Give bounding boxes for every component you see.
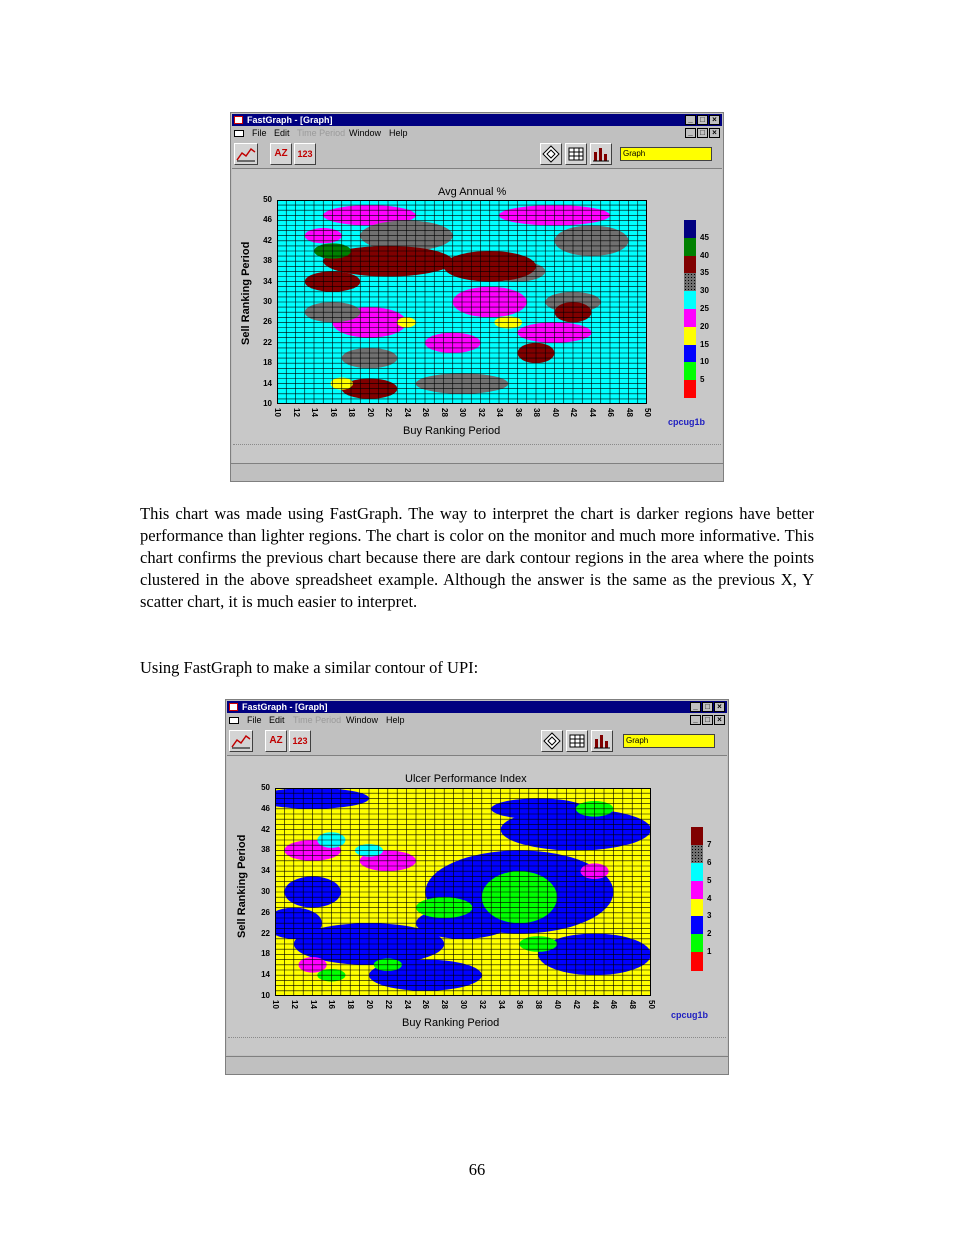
legend-swatch <box>691 863 703 881</box>
menu-time-period[interactable]: Time Period <box>293 715 342 725</box>
legend-swatch <box>691 952 703 970</box>
contour-plot <box>277 200 647 404</box>
chart-title: Ulcer Performance Index <box>405 773 527 785</box>
x-tick-label: 32 <box>477 1000 487 1009</box>
y-tick-label: 50 <box>263 195 272 204</box>
sort-az-button[interactable]: AZ <box>270 143 292 165</box>
legend-level-label: 40 <box>700 250 709 260</box>
y-tick-label: 18 <box>263 358 272 368</box>
y-tick-label: 42 <box>261 824 270 834</box>
legend-swatch <box>691 881 703 899</box>
app-icon <box>234 116 243 124</box>
x-tick-label: 14 <box>310 408 319 417</box>
legend-level-label: 45 <box>700 232 709 242</box>
y-axis-label: Sell Ranking Period <box>240 241 252 345</box>
y-tick-label: 34 <box>263 276 272 286</box>
x-tick-label: 34 <box>495 408 504 417</box>
y-tick-label: 14 <box>263 378 272 388</box>
x-tick-label: 42 <box>571 1000 581 1009</box>
minimize-icon[interactable]: _ <box>685 115 696 125</box>
x-tick-label: 40 <box>550 408 560 417</box>
title-bar <box>227 701 727 713</box>
fastgraph-window-2 <box>225 699 729 1075</box>
y-tick-label: 46 <box>263 215 272 225</box>
x-tick-label: 26 <box>421 1000 431 1009</box>
line-chart-button[interactable] <box>229 730 253 752</box>
child-restore-icon[interactable]: □ <box>697 128 708 138</box>
y-tick-label: 30 <box>263 297 272 306</box>
table-button[interactable] <box>566 730 588 752</box>
menu-bar <box>227 714 727 727</box>
x-tick-label: 20 <box>365 1000 374 1009</box>
x-tick-label: 28 <box>439 408 449 417</box>
y-tick-label: 30 <box>261 887 270 896</box>
x-tick-label: 42 <box>569 408 578 417</box>
legend-level-label: 10 <box>700 357 709 367</box>
legend-level-label: 5 <box>700 375 705 385</box>
document-icon[interactable] <box>234 130 244 137</box>
sort-number-button[interactable]: 123 <box>289 730 311 752</box>
color-legend <box>684 220 696 398</box>
chart-area <box>227 756 727 1055</box>
y-tick-label: 22 <box>263 337 272 347</box>
x-tick-label: 20 <box>365 408 375 417</box>
status-bar <box>231 463 723 481</box>
x-tick-label: 38 <box>532 408 541 417</box>
y-tick-label: 26 <box>261 907 270 917</box>
toolbar <box>232 140 722 169</box>
x-tick-label: 16 <box>327 1000 337 1009</box>
graph-name-field[interactable]: Graph <box>623 734 715 748</box>
legend-swatch <box>691 899 703 917</box>
x-tick-label: 22 <box>383 1000 393 1009</box>
bar-chart-button[interactable] <box>590 143 612 165</box>
contour-svg <box>275 788 651 996</box>
child-minimize-icon[interactable]: _ <box>690 715 701 725</box>
restore-icon[interactable]: □ <box>697 115 708 125</box>
legend-swatch <box>684 220 696 238</box>
x-tick-label: 16 <box>328 408 338 417</box>
x-tick-label: 18 <box>346 1000 356 1009</box>
x-axis-label: Buy Ranking Period <box>403 425 501 437</box>
y-tick-label: 38 <box>263 256 272 266</box>
app-icon <box>229 703 238 711</box>
divider <box>228 1037 726 1038</box>
legend-level-label: 3 <box>707 911 712 921</box>
sort-az-button[interactable]: AZ <box>265 730 287 752</box>
legend-swatch <box>684 238 696 256</box>
legend-level-label: 15 <box>700 339 709 349</box>
child-minimize-icon[interactable]: _ <box>685 128 696 138</box>
legend-swatch <box>684 380 696 398</box>
menu-file[interactable]: File <box>247 715 262 725</box>
menu-bar <box>232 127 722 140</box>
y-tick-label: 42 <box>263 235 272 245</box>
child-close-icon[interactable]: × <box>709 128 720 138</box>
legend-swatch <box>684 327 696 345</box>
minimize-icon[interactable]: _ <box>690 702 701 712</box>
legend-level-label: 2 <box>707 929 712 939</box>
y-axis-label: Sell Ranking Period <box>236 834 248 938</box>
legend-swatch <box>684 345 696 363</box>
legend-swatch <box>691 916 703 934</box>
close-icon[interactable]: × <box>709 115 720 125</box>
title-bar <box>232 114 722 126</box>
menu-time-period[interactable]: Time Period <box>297 128 346 138</box>
toolbar <box>227 727 727 756</box>
legend-swatch <box>691 934 703 952</box>
x-tick-label: 40 <box>553 1000 562 1009</box>
chart-area <box>232 169 722 466</box>
x-tick-label: 24 <box>402 1000 412 1009</box>
x-tick-label: 28 <box>440 1000 450 1009</box>
paragraph-2: Using FastGraph to make a similar contour of UPI: <box>140 658 479 677</box>
y-tick-label: 22 <box>261 928 270 938</box>
x-tick-label: 48 <box>628 1000 638 1009</box>
x-tick-label: 36 <box>515 1000 525 1009</box>
legend-swatch <box>684 309 696 327</box>
x-tick-label: 26 <box>421 408 430 417</box>
color-legend <box>691 827 703 970</box>
y-tick-label: 34 <box>261 866 270 876</box>
legend-level-label: 5 <box>707 875 712 885</box>
fastgraph-window-1 <box>230 112 724 482</box>
legend-swatch <box>691 827 703 845</box>
close-icon[interactable]: × <box>714 702 725 712</box>
legend-swatch <box>684 362 696 380</box>
child-restore-icon[interactable]: □ <box>702 715 713 725</box>
line-chart-button[interactable] <box>234 143 258 165</box>
sort-number-button[interactable]: 123 <box>294 143 316 165</box>
x-tick-label: 50 <box>647 1000 656 1009</box>
x-tick-label: 46 <box>606 408 615 417</box>
x-tick-label: 48 <box>624 408 634 417</box>
menu-edit[interactable]: Edit <box>274 128 290 138</box>
menu-help[interactable]: Help <box>389 128 408 138</box>
x-tick-label: 50 <box>643 408 652 417</box>
y-tick-label: 10 <box>261 991 270 1000</box>
chart-signature: cpcug1b <box>671 1010 709 1020</box>
x-tick-label: 12 <box>289 1000 299 1009</box>
divider <box>233 444 721 445</box>
legend-level-label: 35 <box>700 268 709 278</box>
contour-plot <box>275 788 651 996</box>
x-tick-label: 46 <box>609 1000 619 1009</box>
contour-button[interactable] <box>540 143 562 165</box>
y-tick-label: 14 <box>261 970 270 980</box>
y-tick-label: 26 <box>263 317 272 327</box>
menu-window[interactable]: Window <box>346 715 379 725</box>
legend-level-label: 25 <box>700 304 709 313</box>
x-tick-label: 44 <box>590 1000 600 1009</box>
page-number: 66 <box>468 1160 486 1179</box>
x-tick-label: 38 <box>534 1000 544 1009</box>
x-tick-label: 36 <box>513 408 523 417</box>
legend-level-label: 20 <box>700 321 709 331</box>
x-tick-label: 18 <box>347 408 356 417</box>
x-tick-label: 32 <box>476 408 486 417</box>
y-tick-label: 38 <box>261 845 270 855</box>
x-tick-label: 24 <box>402 408 412 417</box>
legend-level-label: 7 <box>707 839 712 849</box>
child-close-icon[interactable]: × <box>714 715 725 725</box>
restore-icon[interactable]: □ <box>702 702 713 712</box>
contour-button[interactable] <box>541 730 563 752</box>
x-tick-label: 44 <box>587 408 597 417</box>
x-tick-label: 30 <box>458 408 467 417</box>
legend-swatch <box>684 291 696 309</box>
y-tick-label: 46 <box>261 803 270 813</box>
menu-help[interactable]: Help <box>386 715 405 725</box>
x-tick-label: 34 <box>496 1000 506 1009</box>
status-bar <box>226 1056 728 1074</box>
table-button[interactable] <box>565 143 587 165</box>
x-tick-label: 10 <box>273 408 282 417</box>
paragraph-1: This chart was made using FastGraph. The way to interpret the chart is darker regions have better performance than lighter regions. The chart is color on the monitor and much more informative. This chart confirms the previous chart because there are dark contour regions in the area where the points clustered in the above spreadsheet example. Although the answer is the same as the previous X, Y scatter chart, it is much easier to interpret. <box>140 504 814 611</box>
window-title: FastGraph - [Graph] <box>242 702 328 712</box>
x-tick-label: 10 <box>271 1000 280 1009</box>
legend-swatch <box>691 845 703 863</box>
x-tick-label: 12 <box>291 408 301 417</box>
contour-svg <box>277 200 647 404</box>
bar-chart-button[interactable] <box>591 730 613 752</box>
chart-title: Avg Annual % <box>438 186 507 198</box>
x-axis-label: Buy Ranking Period <box>402 1017 500 1029</box>
legend-level-label: 30 <box>700 286 709 296</box>
menu-edit[interactable]: Edit <box>269 715 285 725</box>
chart-signature: cpcug1b <box>668 417 706 427</box>
menu-window[interactable]: Window <box>349 128 382 138</box>
legend-swatch <box>684 256 696 274</box>
window-title: FastGraph - [Graph] <box>247 115 333 125</box>
legend-level-label: 4 <box>707 893 712 903</box>
y-tick-label: 18 <box>261 949 270 959</box>
graph-name-field[interactable]: Graph <box>620 147 712 161</box>
x-tick-label: 14 <box>308 1000 318 1009</box>
x-tick-label: 30 <box>459 1000 468 1009</box>
x-tick-label: 22 <box>384 408 393 417</box>
legend-level-label: 6 <box>707 857 712 867</box>
legend-swatch <box>684 273 696 291</box>
menu-file[interactable]: File <box>252 128 267 138</box>
y-tick-label: 10 <box>263 399 272 408</box>
document-icon[interactable] <box>229 717 239 724</box>
y-tick-label: 50 <box>261 783 270 792</box>
legend-level-label: 1 <box>707 947 712 957</box>
